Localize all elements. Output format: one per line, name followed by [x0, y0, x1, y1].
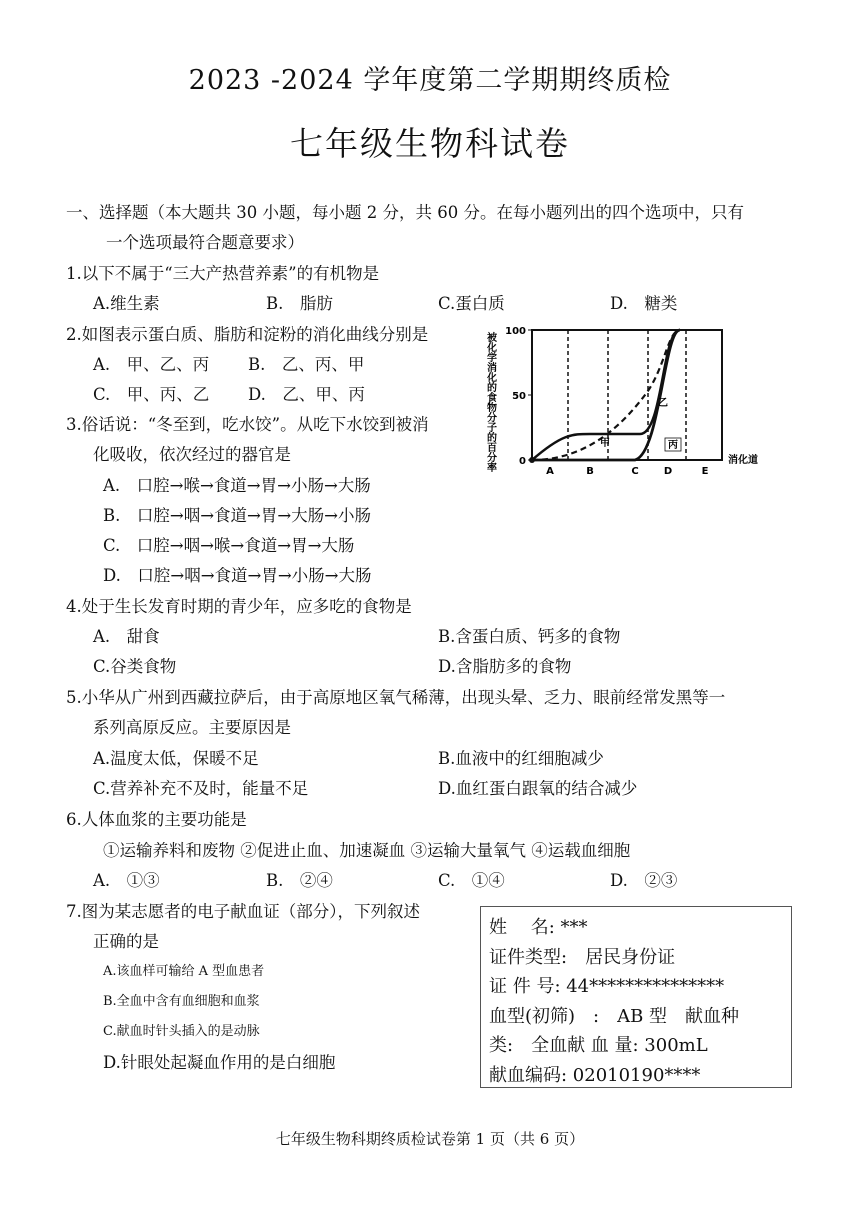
- card-donation-code: 献血编码: 02010190****: [489, 1064, 701, 1086]
- question-6-option-c: C. ①④: [438, 871, 505, 890]
- question-5-option-d: D.血红蛋白跟氧的结合减少: [438, 779, 638, 798]
- question-3-option-c: C. 口腔→咽→喉→食道→胃→大肠: [103, 536, 355, 555]
- question-3-stem: 3.俗话说：“冬至到，吃水饺”。从吃下水饺到被消: [66, 415, 429, 434]
- question-6-items: ①运输养料和废物 ②促进止血、加速凝血 ③运输大量氧气 ④运载血细胞: [103, 841, 631, 860]
- question-7-stem-cont: 正确的是: [93, 932, 159, 951]
- chart-ytick-label-2: 100: [505, 326, 526, 337]
- chart-series-label-3: 丙: [668, 440, 678, 451]
- chart-xtick-label-A: A: [546, 466, 554, 477]
- question-6-option-b: B. ②④: [266, 871, 333, 890]
- chart-xtick-label-E: E: [701, 466, 709, 477]
- question-7-option-c: C.献血时针头插入的是动脉: [103, 1024, 260, 1039]
- question-5-option-c: C.营养补充不及时，能量不足: [93, 779, 309, 798]
- question-1-stem: 1.以下不属于“三大产热营养素”的有机物是: [66, 264, 380, 283]
- chart-ytick-label-1: 50: [512, 391, 526, 402]
- chart-xtick-label-C: C: [631, 466, 639, 477]
- question-4-option-a: A. 甜食: [93, 627, 160, 646]
- question-7-stem: 7.图为某志愿者的电子献血证（部分），下列叙述: [66, 902, 420, 921]
- question-1-option-d: D. 糖类: [610, 294, 678, 313]
- question-3-option-b: B. 口腔→咽→食道→胃→大肠→小肠: [103, 506, 371, 525]
- card-blood-type: 血型(初筛) : AB 型 献血种: [489, 1005, 740, 1027]
- question-5-stem: 5.小华从广州到西藏拉萨后，由于高原地区氧气稀薄，出现头晕、乏力、眼前经常发黑等一: [66, 688, 726, 707]
- section-heading-cont: 一个选项最符合题意要求）: [106, 233, 304, 252]
- question-4-option-c: C.谷类食物: [93, 657, 177, 676]
- question-5-stem-cont: 系列高原反应。主要原因是: [93, 718, 291, 737]
- question-7-option-a: A.该血样可输给 A 型血患者: [103, 964, 265, 979]
- question-7-option-d: D.针眼处起凝血作用的是白细胞: [103, 1053, 336, 1072]
- card-name: 姓 名: ***: [489, 917, 588, 938]
- card-id-type: 证件类型: 居民身份证: [489, 946, 676, 968]
- blood-donation-certificate: [480, 906, 792, 1088]
- card-id-number: 证 件 号: 44***************: [489, 976, 725, 997]
- question-1-option-a: A.维生素: [93, 294, 160, 313]
- card-donation-volume: 类: 全血献 血 量: 300mL: [489, 1035, 708, 1056]
- chart-series-label-2: 乙: [658, 398, 668, 409]
- question-2-option-b: B. 乙、丙、甲: [248, 355, 365, 374]
- question-4-option-b: B.含蛋白质、钙多的食物: [438, 627, 621, 646]
- page-title: 2023 -2024 学年度第二学期期终质检: [188, 65, 672, 96]
- question-3-stem-cont: 化吸收，依次经过的器官是: [93, 445, 291, 464]
- page-subtitle: 七年级生物科试卷: [290, 124, 570, 163]
- question-4-option-d: D.含脂肪多的食物: [438, 657, 572, 676]
- question-3-option-a: A. 口腔→喉→食道→胃→小肠→大肠: [103, 476, 371, 495]
- question-1-option-c: C.蛋白质: [438, 294, 505, 313]
- digestion-curve-chart: [484, 322, 790, 484]
- chart-ylabel: 被化学消化的食物分子的百分率: [484, 332, 496, 472]
- question-7-option-b: B.全血中含有血细胞和血浆: [103, 994, 260, 1009]
- question-3-option-d: D. 口腔→咽→食道→胃→小肠→大肠: [103, 566, 372, 585]
- question-4-stem: 4.处于生长发育时期的青少年，应多吃的食物是: [66, 597, 412, 616]
- question-2-option-d: D. 乙、甲、丙: [248, 385, 365, 404]
- question-2-option-c: C. 甲、丙、乙: [93, 385, 210, 404]
- chart-origin-dot: [529, 457, 535, 463]
- question-2-stem: 2.如图表示蛋白质、脂肪和淀粉的消化曲线分别是: [66, 325, 429, 344]
- chart-xtick-label-D: D: [663, 466, 673, 477]
- chart-series-label-1: 甲: [600, 438, 610, 449]
- question-2-option-a: A. 甲、乙、丙: [93, 355, 210, 374]
- question-5-option-b: B.血液中的红细胞减少: [438, 749, 604, 768]
- section-heading: 一、选择题（本大题共 30 小题，每小题 2 分，共 60 分。在每小题列出的四个选项中，只有: [66, 203, 744, 222]
- chart-xtick-label-B: B: [586, 466, 594, 477]
- question-6-stem: 6.人体血浆的主要功能是: [66, 810, 247, 829]
- chart-xlabel: 消化道: [728, 455, 758, 466]
- page-footer: 七年级生物科期终质检试卷第 1 页（共 6 页）: [275, 1130, 585, 1148]
- question-1-option-b: B. 脂肪: [266, 294, 333, 313]
- question-6-option-d: D. ②③: [610, 871, 678, 890]
- question-5-option-a: A.温度太低，保暖不足: [93, 749, 259, 768]
- chart-ytick-label-0: 0: [519, 456, 526, 467]
- question-6-option-a: A. ①③: [93, 871, 160, 890]
